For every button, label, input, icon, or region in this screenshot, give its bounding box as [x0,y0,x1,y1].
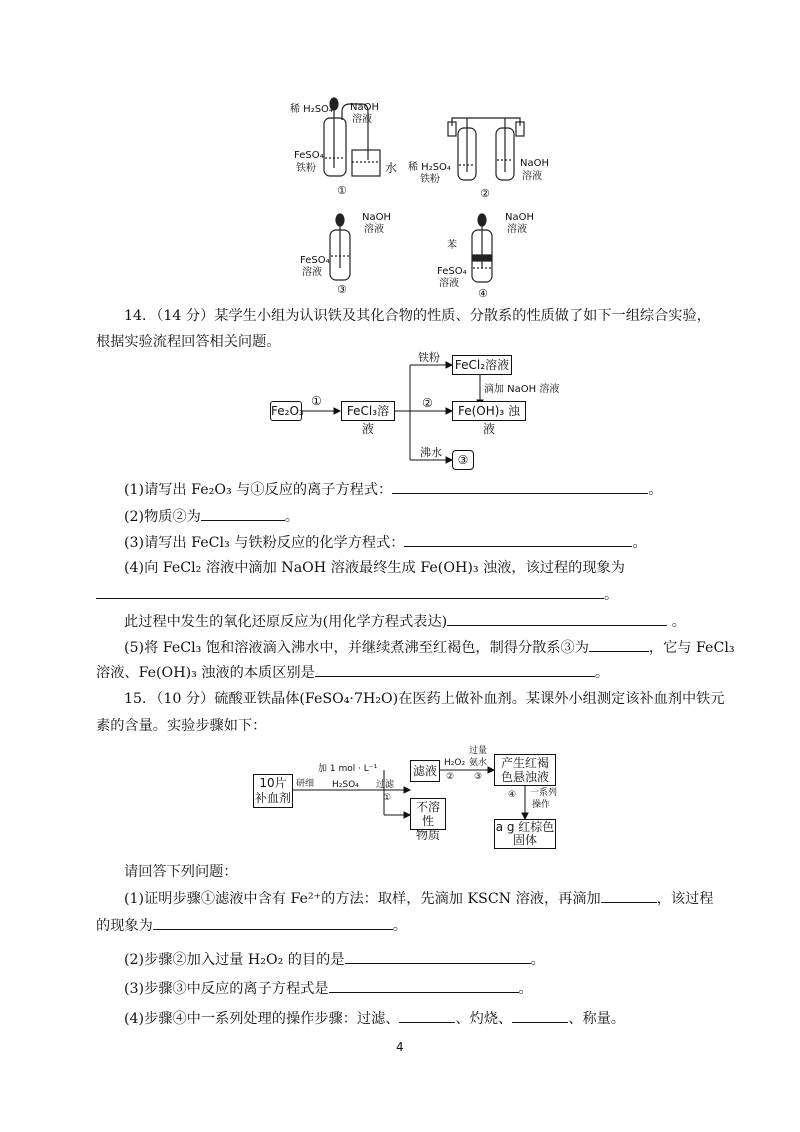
solid-line1: a g 红棕色 [495,820,555,834]
a2-number: ② [480,187,490,200]
feoh3-box: Fe(OH)₃ 浊液 [452,401,526,421]
q14-part4-line1: (4)向 FeCl₂ 溶液中滴加 NaOH 溶液最终生成 Fe(OH)₃ 浊液，该过程的现象为 [124,560,625,576]
flow-step1: ① [311,394,322,408]
q14-intro-line1: 14．（14 分）某学生小组为认识铁及其化合物的性质、分散系的性质做了如下一组综合实验， [124,308,711,324]
q15-part2-text: (2)步骤②加入过量 H₂O₂ 的目的是 [124,952,345,968]
q14-part5-text3: 溶液、Fe(OH)₃ 浊液的本质区别是 [96,665,315,681]
a1-naoh-label: NaOH [350,102,379,113]
flow-step2: ② [422,396,433,410]
a1-water-label: 水 [385,161,398,175]
q15-part3-blank[interactable] [329,978,519,993]
iron-powder-label: 铁粉 [418,351,440,364]
suspension-line2: 色悬浊液 [500,770,549,784]
insoluble-line2: 物质 [415,828,440,842]
add-acid-label2: H₂SO₄ [332,780,359,790]
q15-part1-blank2[interactable] [153,915,393,930]
a3-number: ③ [337,283,347,296]
insoluble-line1: 不溶性 [415,800,440,828]
tablets-box [253,774,293,808]
a4-sol-label: 溶液 [439,278,459,289]
a1-iron-label: 铁粉 [296,163,316,174]
q14-part5-text1: (5)将 FeCl₃ 饱和溶液滴入沸水中，并继续煮沸至红褐色，制得分散系③为 [124,640,589,656]
a2-naoh-sol-label: 溶液 [522,171,542,182]
solid-line2: 固体 [512,833,537,847]
q14-part4-period2: 。 [667,614,686,630]
q14-part4-period1: 。 [604,587,619,603]
a4-naoh-sol-label: 溶液 [507,224,527,235]
q15-part4-blank2[interactable] [512,1008,568,1023]
a1-naoh-sol-label: 溶液 [352,114,372,125]
a4-feso4-label: FeSO₄ [437,266,467,277]
series-label1: 一系列 [530,788,558,798]
q15-part1-text3: 的现象为 [96,918,153,934]
a3-naoh-sol-label: 溶液 [364,224,384,235]
a4-number: ④ [478,287,488,300]
add-acid-label1: 加 1 mol · L⁻¹ [318,764,378,774]
grind-label: 研细 [296,779,315,789]
q15-step3: ③ [474,772,483,782]
q15-intro-line1: 15．（10 分）硫酸亚铁晶体(FeSO₄·7H₂O)在医药上做补血剂。某课外小组测定该补血剂中铁元 [124,691,725,707]
q15-step2: ② [446,772,455,782]
a2-acid-label: 稀 H₂SO₄ [408,162,451,173]
page-number: 4 [396,1040,404,1054]
insoluble-box [410,798,446,842]
q14-part3-text: (3)请写出 FeCl₃ 与铁粉反应的化学方程式： [124,535,405,551]
a2-iron-label: 铁粉 [420,174,440,185]
q15-part3-period: 。 [518,981,533,997]
a4-naoh-label: NaOH [505,212,534,223]
boiling-water-label: 沸水 [420,446,442,459]
q15-part1-period: 。 [392,918,407,934]
q15-part3-text: (3)步骤③中反应的离子方程式是 [124,981,329,997]
h2o2-label: H₂O₂ [444,758,466,768]
q14-part5-text2: ，它与 FeCl₃ [648,640,735,656]
q15-part3 [124,978,533,999]
step3-box: ③ [452,450,474,470]
q15-part1-line2 [96,915,407,936]
fecl2-box: FeCl₂溶液 [452,355,512,375]
q14-part1-period: 。 [648,482,663,498]
a3-sol-label: 溶液 [302,267,322,278]
series-label2: 操作 [532,800,551,810]
q15-part2 [124,949,545,970]
a3-naoh-label: NaOH [362,212,391,223]
q14-part4-redox-text: 此过程中发生的氧化还原反应为(用化学方程式表达) [124,614,448,630]
q14-part3-period: 。 [632,535,647,551]
suspension-box [494,754,556,786]
add-naoh-label: 滴加 NaOH 溶液 [484,384,560,395]
excess-label: 过量 [469,746,488,756]
a3-feso4-label: FeSO₄ [300,255,330,266]
q15-part4 [124,1008,625,1029]
fe2o3-box: Fe₂O₃ [270,401,302,421]
q15-part4-text3: 、称量。 [568,1011,626,1027]
a1-acid-label: 稀 H₂SO₄ [290,104,333,115]
ammonia-label: 氨水 [469,758,488,768]
q15-part1-text1: (1)证明步骤①滤液中含有 Fe²⁺的方法：取样，先滴加 KSCN 溶液，再滴加 [124,891,601,907]
a1-number: ① [337,184,347,197]
q14-part1-text: (1)请写出 Fe₂O₃ 与①反应的离子方程式： [124,482,393,498]
q15-prompt: 请回答下列问题： [124,864,238,880]
q14-part5-period: 。 [594,665,610,681]
q14-intro-line2: 根据实验流程回答相关问题。 [96,334,281,350]
q15-step4: ④ [508,790,517,800]
q15-part1-text2: ，该过程 [656,891,714,907]
q15-part2-blank[interactable] [345,949,531,964]
q14-part2-text: (2)物质②为 [124,509,201,525]
tablets-line2: 补血剂 [254,791,291,805]
q15-part4-blank1[interactable] [399,1008,455,1023]
q15-intro-line2: 素的含量。实验步骤如下： [96,718,267,734]
q14-part2-period: 。 [284,509,300,525]
q15-part4-text2: 、灼烧、 [455,1011,513,1027]
a4-benzene-label: 苯 [447,240,457,251]
suspension-line1: 产生红褐 [500,756,549,770]
a2-naoh-label: NaOH [520,158,549,169]
q15-part2-period: 。 [530,952,545,968]
a1-feso4-label: FeSO₄ [294,150,324,161]
filter-label: 过滤 [376,780,395,790]
q15-step1: ① [383,793,392,803]
filtrate-box: 滤液 [410,760,440,782]
tablets-line1: 10片 [259,776,287,790]
solid-box [494,819,556,849]
q15-part1-blank1[interactable] [601,888,657,903]
fecl3-box: FeCl₃溶液 [341,401,395,421]
q15-part4-text1: (4)步骤④中一系列处理的操作步骤：过滤、 [124,1011,400,1027]
q15-part1-line1 [124,888,714,909]
